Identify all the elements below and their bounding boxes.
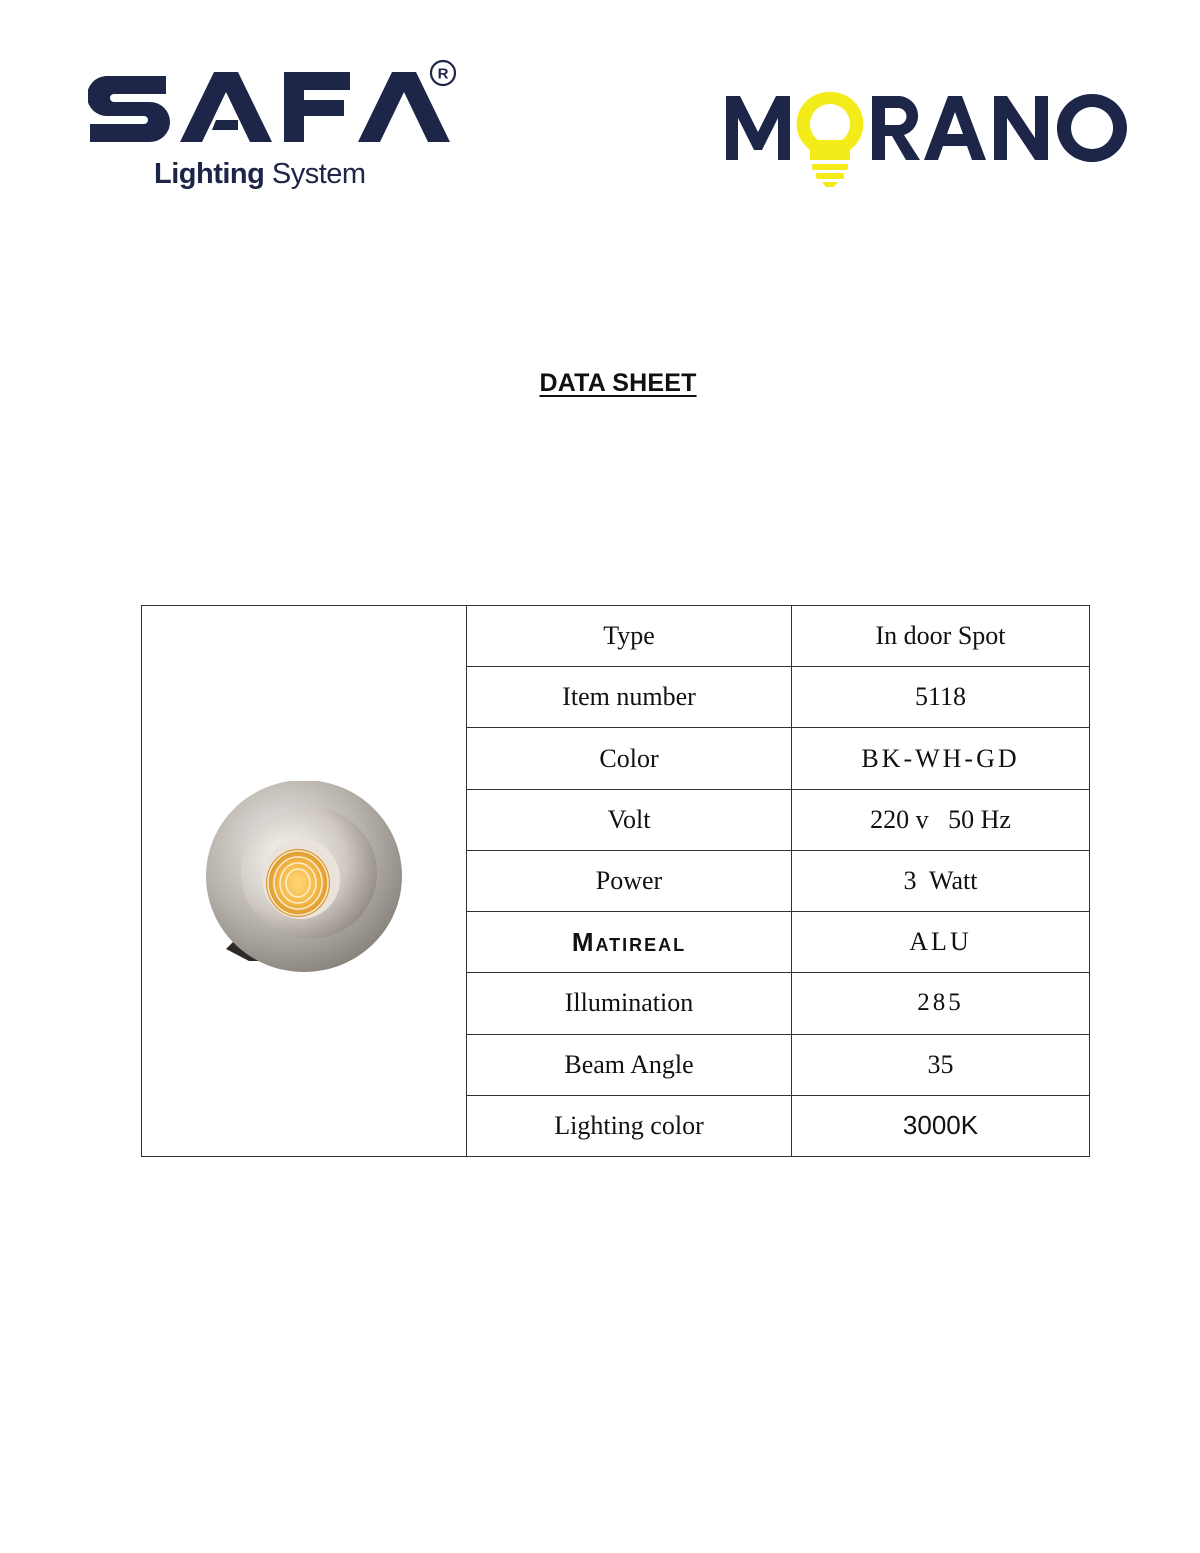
safa-logo [88,58,468,198]
spec-value: 35 [792,1034,1090,1095]
safa-subtitle-bold: Lighting [154,158,265,190]
safa-wordmark [88,58,458,158]
safa-subtitle-regular: System [271,158,366,190]
bulb-icon [797,92,864,187]
registered-mark-icon [428,58,458,88]
page-title: DATA SHEET [539,369,697,397]
spec-value: In door Spot [792,606,1090,667]
table-row [142,606,1090,667]
spec-value: ALU [792,912,1090,973]
spec-label: Beam Angle [467,1034,792,1095]
spec-label: Type [467,606,792,667]
spec-label: Item number [467,667,792,728]
spec-label: Illumination [467,973,792,1034]
spec-value: 3000K [792,1095,1090,1156]
spec-label: Volt [467,789,792,850]
spec-value: 220 v 50 Hz [792,789,1090,850]
spec-label: Color [467,728,792,789]
spec-label: Lighting color [467,1095,792,1156]
spec-label: Power [467,850,792,911]
spec-table [141,605,1090,1157]
spec-value: BK-WH-GD [792,728,1090,789]
spot-light-image [204,781,404,981]
spec-value: 3 Watt [792,850,1090,911]
svg-text:R: R [437,65,449,83]
morano-logo [722,88,1132,188]
spec-value: 285 [792,973,1090,1034]
product-image-cell [142,606,467,1157]
spec-value: 5118 [792,667,1090,728]
spec-label: Matireal [467,912,792,973]
safa-subtitle [154,158,366,191]
